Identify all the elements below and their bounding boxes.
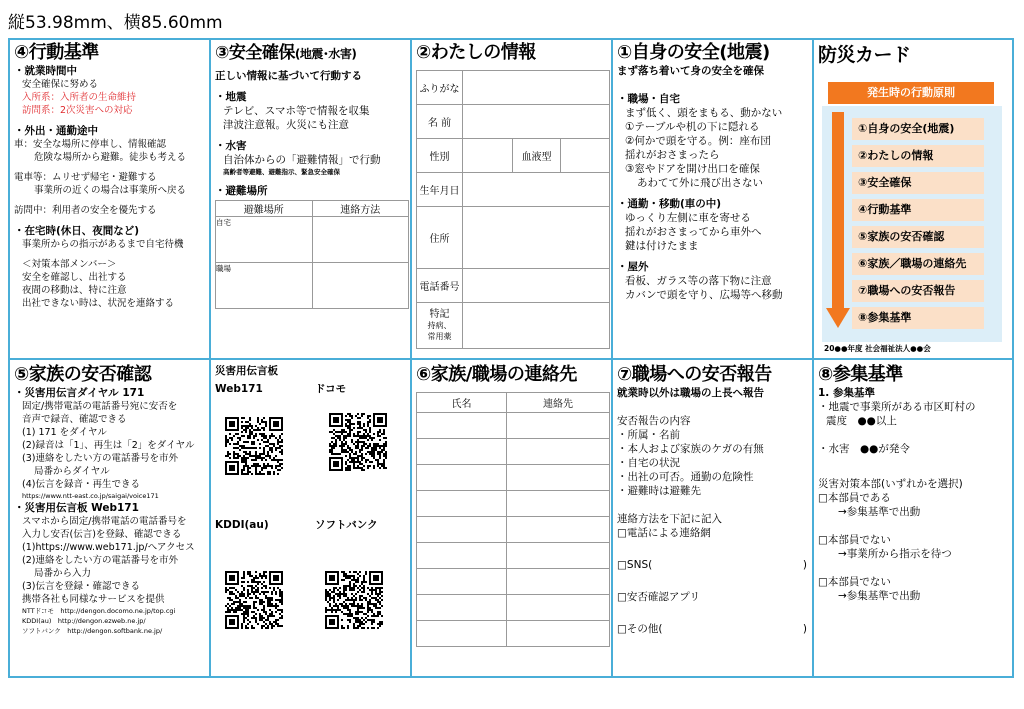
text-line: (2)録音は「1」、再生は「2」をダイヤル bbox=[22, 440, 195, 451]
text-line: まず落ち着いて身の安全を確保 bbox=[617, 65, 764, 77]
checkbox-option[interactable]: □本部員でない bbox=[818, 576, 891, 588]
text-line: 就業時以外は職場の上長へ報告 bbox=[617, 387, 764, 399]
card-size-label: 縦53.98mm、横85.60mm bbox=[8, 13, 223, 33]
principle-step: ⑤家族の安否確認 bbox=[852, 226, 984, 248]
text-line: ・本人および家族のケガの有無 bbox=[617, 443, 764, 455]
checkbox-option[interactable]: □本部員である bbox=[818, 492, 891, 504]
personal-info-table bbox=[416, 70, 610, 349]
down-arrow-icon bbox=[826, 112, 850, 330]
panel-my-info bbox=[416, 40, 610, 358]
text-line: 高齢者等避難、避難指示、緊急安全確保 bbox=[223, 168, 340, 176]
text-line: 安全確保に努める bbox=[22, 79, 99, 90]
principle-step: ②わたしの情報 bbox=[852, 145, 984, 167]
text-line: 訪問系：2次災害への対応 bbox=[22, 105, 133, 116]
row-label: 自宅 bbox=[216, 217, 313, 263]
panel-title: ②わたしの情報 bbox=[416, 42, 536, 63]
url-text: https://www.ntt-east.co.jp/saigai/voice171 bbox=[22, 492, 159, 500]
section-heading: 連絡方法を下記に記入 bbox=[617, 513, 722, 525]
section-heading: ・避難場所 bbox=[215, 185, 268, 197]
option-bracket: ) bbox=[802, 623, 807, 635]
text-line: 局番から入力 bbox=[34, 568, 92, 579]
text-line: 車：安全な場所に停車し、情報確認 bbox=[14, 139, 167, 150]
panel-message-board-qr bbox=[215, 360, 409, 678]
input-cell[interactable] bbox=[463, 269, 610, 303]
text-line: (3)連絡をしたい方の電話番号を市外 bbox=[22, 453, 178, 464]
panel-workplace-report bbox=[617, 360, 811, 678]
field-label: 名 前 bbox=[417, 105, 463, 139]
checkbox-option[interactable] bbox=[617, 622, 811, 636]
text-line: ゆっくり左側に車を寄せる bbox=[625, 212, 751, 224]
input-cell[interactable] bbox=[417, 595, 507, 621]
text-line: ・水害 ●●が発令 bbox=[818, 443, 910, 455]
field-label: 電話番号 bbox=[417, 269, 463, 303]
input-cell[interactable] bbox=[507, 569, 610, 595]
input-cell[interactable] bbox=[417, 517, 507, 543]
option-bracket: ) bbox=[802, 559, 807, 571]
panel-title: ⑤家族の安否確認 bbox=[14, 364, 152, 385]
text-line: 出社できない時は、状況を連絡する bbox=[22, 298, 175, 309]
text-line: 入所系：入所者の生命維持 bbox=[22, 92, 137, 103]
text-line: 固定/携帯電話の電話番号宛に安否を bbox=[22, 401, 178, 412]
text-line: 入力し安否(伝言)を登録、確認できる bbox=[22, 529, 182, 540]
table-row bbox=[417, 517, 610, 543]
option-label: □SNS( bbox=[617, 559, 653, 571]
text-line: (1)https://www.web171.jp/へアクセス bbox=[22, 542, 195, 553]
field-label: 生年月日 bbox=[417, 173, 463, 207]
input-cell[interactable] bbox=[507, 465, 610, 491]
qr-code-softbank[interactable] bbox=[325, 570, 383, 630]
text-line: ・地震で事業所がある市区町村の bbox=[818, 401, 976, 413]
card-footer: 20●●年度 社会福祉法人●●会 bbox=[824, 344, 931, 353]
input-cell[interactable] bbox=[507, 621, 610, 647]
text-line: 事業所の近くの場合は事業所へ戻る bbox=[34, 185, 187, 196]
field-label: ふりがな bbox=[417, 71, 463, 105]
text-line: 自治体からの「避難情報」で行動 bbox=[223, 154, 381, 166]
section-heading: ・職場・自宅 bbox=[617, 93, 680, 105]
table-row bbox=[417, 491, 610, 517]
input-cell[interactable] bbox=[507, 439, 610, 465]
input-cell[interactable] bbox=[463, 105, 610, 139]
text-line: 夜間の移動は、特に注意 bbox=[22, 285, 127, 296]
checkbox-option[interactable] bbox=[617, 558, 811, 572]
section-heading: ・外出・通勤途中 bbox=[14, 125, 98, 137]
text-line: 震度 ●●以上 bbox=[826, 415, 897, 427]
text-line: まず低く、頭をまもる、動かない bbox=[625, 107, 783, 119]
input-cell[interactable] bbox=[463, 173, 610, 207]
field-label: 血液型 bbox=[513, 139, 561, 173]
principle-step: ③安全確保 bbox=[852, 172, 984, 194]
text-line: スマホから固定/携帯電話の電話番号を bbox=[22, 516, 187, 527]
row-label: 職場 bbox=[216, 263, 313, 309]
checkbox-option[interactable]: □安否確認アプリ bbox=[617, 591, 701, 603]
text-line: 事業所からの指示があるまで自宅待機 bbox=[22, 239, 184, 250]
input-cell[interactable] bbox=[507, 517, 610, 543]
table-row bbox=[417, 413, 610, 439]
text-line: →参集基準で出動 bbox=[838, 590, 921, 602]
principle-step: ⑥家族／職場の連絡先 bbox=[852, 253, 984, 275]
text-line: →参集基準で出動 bbox=[838, 506, 921, 518]
url-text: ソフトバンク http://dengon.softbank.ne.jp/ bbox=[22, 627, 163, 635]
url-text: KDDI(au) http://dengon.ezweb.ne.jp/ bbox=[22, 617, 146, 625]
table-row bbox=[417, 439, 610, 465]
section-heading: ・災害用伝言板 Web171 bbox=[14, 502, 139, 514]
panel-title: ④行動基準 bbox=[14, 42, 99, 63]
input-cell[interactable] bbox=[312, 217, 409, 263]
section-heading: 安否報告の内容 bbox=[617, 415, 691, 427]
text-line: カバンで頭を守り、広場等へ移動 bbox=[625, 289, 783, 301]
text-line: 携帯各社も同様なサービスを提供 bbox=[22, 594, 165, 605]
panel-family-safety-check bbox=[14, 360, 208, 678]
panel-title: ①自身の安全(地震) bbox=[617, 42, 770, 63]
column-header: 連絡方法 bbox=[312, 201, 409, 217]
input-cell[interactable] bbox=[507, 413, 610, 439]
text-line: ＜対策本部メンバー＞ bbox=[22, 259, 117, 270]
text-line: (2)連絡をしたい方の電話番号を市外 bbox=[22, 555, 178, 566]
input-cell[interactable] bbox=[417, 465, 507, 491]
checkbox-option[interactable]: □電話による連絡網 bbox=[617, 527, 711, 539]
panel-assembly-criteria bbox=[818, 360, 1012, 678]
text-line: テレビ、スマホ等で情報を収集 bbox=[223, 105, 370, 117]
text-line: ・所属・名前 bbox=[617, 429, 680, 441]
section-heading: 災害対策本部(いずれかを選択) bbox=[818, 478, 963, 490]
panel-title: ⑦職場への安否報告 bbox=[617, 364, 772, 385]
qr-label: KDDI(au) bbox=[215, 519, 269, 531]
option-label: □その他( bbox=[617, 623, 663, 635]
text-line: →事業所から指示を待つ bbox=[838, 548, 952, 560]
text-line: 看板、ガラス等の落下物に注意 bbox=[625, 275, 772, 287]
checkbox-option[interactable]: □本部員でない bbox=[818, 534, 891, 546]
table-row bbox=[417, 621, 610, 647]
section-heading: 1. 参集基準 bbox=[818, 387, 875, 399]
input-cell[interactable] bbox=[463, 207, 610, 269]
input-cell[interactable] bbox=[507, 543, 610, 569]
panel-safety-measures bbox=[215, 40, 409, 358]
panel-title: ⑥家族/職場の連絡先 bbox=[416, 364, 577, 385]
text-line: 電車等：ムリせず帰宅・避難する bbox=[14, 172, 157, 183]
section-heading: ・屋外 bbox=[617, 261, 649, 273]
section-heading: ・地震 bbox=[215, 91, 247, 103]
principle-step: ④行動基準 bbox=[852, 199, 984, 221]
text-line: (4)伝言を録音・再生できる bbox=[22, 479, 140, 490]
column-header: 避難場所 bbox=[216, 201, 313, 217]
card-title: 防災カード bbox=[818, 44, 911, 66]
input-cell[interactable] bbox=[463, 303, 610, 349]
label-line: 特記 bbox=[429, 309, 450, 320]
label-line: 持病、 bbox=[427, 321, 452, 330]
qr-label: ソフトバンク bbox=[315, 519, 378, 531]
text-line: 局番からダイヤル bbox=[34, 466, 110, 477]
url-text: NTTドコモ http://dengon.docomo.ne.jp/top.cgi bbox=[22, 607, 176, 615]
principle-step: ⑦職場への安否報告 bbox=[852, 280, 984, 302]
input-cell[interactable] bbox=[417, 439, 507, 465]
table-row bbox=[417, 569, 610, 595]
text-line: ・出社の可否。通勤の危険性 bbox=[617, 471, 754, 483]
text-line: あわてて外に飛び出さない bbox=[637, 177, 763, 189]
input-cell[interactable] bbox=[463, 71, 610, 105]
column-header: 連絡先 bbox=[507, 393, 610, 413]
qr-code-kddi[interactable] bbox=[225, 570, 283, 630]
input-cell[interactable] bbox=[507, 595, 610, 621]
column-header: 氏名 bbox=[417, 393, 507, 413]
text-line: ・避難時は避難先 bbox=[617, 485, 701, 497]
panel-title: ⑧参集基準 bbox=[818, 364, 903, 385]
qr-code-web171[interactable] bbox=[225, 416, 283, 476]
input-cell[interactable] bbox=[561, 139, 610, 173]
panel-self-safety bbox=[617, 40, 811, 358]
text-line: 安全を確認し、出社する bbox=[22, 272, 127, 283]
field-label: 住所 bbox=[417, 207, 463, 269]
section-heading: ・在宅時(休日、夜間など) bbox=[14, 225, 140, 237]
panel-action-standards bbox=[14, 40, 208, 358]
table-row bbox=[417, 543, 610, 569]
section-heading: ・通勤・移動(車の中) bbox=[617, 198, 722, 210]
text-line: 鍵は付けたまま bbox=[625, 240, 699, 252]
text-line: 音声で録音、確認できる bbox=[22, 414, 127, 425]
text-line: ①テーブルや机の下に隠れる bbox=[625, 121, 760, 133]
text-line: 揺れがおさまったら bbox=[625, 149, 720, 161]
principles-banner: 発生時の行動原則 bbox=[828, 82, 994, 104]
text-line: ・自宅の状況 bbox=[617, 457, 680, 469]
input-cell[interactable] bbox=[417, 569, 507, 595]
contacts-table bbox=[416, 392, 610, 647]
text-line: ②何かで頭を守る。例：座布団 bbox=[625, 135, 771, 147]
panel-contacts bbox=[416, 360, 610, 678]
section-heading: ・災害用伝言ダイヤル 171 bbox=[14, 387, 145, 399]
qr-label: ドコモ bbox=[315, 383, 347, 395]
panel-title: 災害用伝言板 bbox=[215, 365, 278, 377]
input-cell[interactable] bbox=[463, 139, 513, 173]
input-cell[interactable] bbox=[417, 621, 507, 647]
label-line: 常用薬 bbox=[427, 332, 452, 341]
text-line: ③窓やドアを開け出口を確保 bbox=[625, 163, 760, 175]
principle-step: ⑧参集基準 bbox=[852, 307, 984, 329]
evacuation-table bbox=[215, 200, 409, 309]
field-label: 性別 bbox=[417, 139, 463, 173]
table-row bbox=[417, 595, 610, 621]
disaster-card bbox=[8, 38, 1014, 678]
field-label bbox=[417, 303, 463, 349]
text-line: (1) 171 をダイヤル bbox=[22, 427, 107, 438]
qr-code-docomo[interactable] bbox=[329, 412, 387, 472]
text-line: 訪問中：利用者の安全を優先する bbox=[14, 205, 157, 216]
principle-step: ①自身の安全(地震) bbox=[852, 118, 984, 140]
input-cell[interactable] bbox=[417, 491, 507, 517]
panel-card-cover bbox=[814, 40, 1014, 358]
panel-title: ③安全確保(地震･水害) bbox=[215, 43, 357, 63]
table-row bbox=[417, 465, 610, 491]
qr-label: Web171 bbox=[215, 383, 263, 395]
input-cell[interactable] bbox=[417, 413, 507, 439]
text-line: 正しい情報に基づいて行動する bbox=[215, 70, 362, 82]
text-line: (3)伝言を登録・確認できる bbox=[22, 581, 140, 592]
text-line: 津波注意報。火災にも注意 bbox=[223, 119, 349, 131]
text-line: 揺れがおさまってから車外へ bbox=[625, 226, 762, 238]
text-line: 危険な場所から避難。徒歩も考える bbox=[34, 152, 187, 163]
section-heading: ・就業時間中 bbox=[14, 65, 77, 77]
section-heading: ・水害 bbox=[215, 140, 247, 152]
input-cell[interactable] bbox=[417, 543, 507, 569]
input-cell[interactable] bbox=[312, 263, 409, 309]
input-cell[interactable] bbox=[507, 491, 610, 517]
